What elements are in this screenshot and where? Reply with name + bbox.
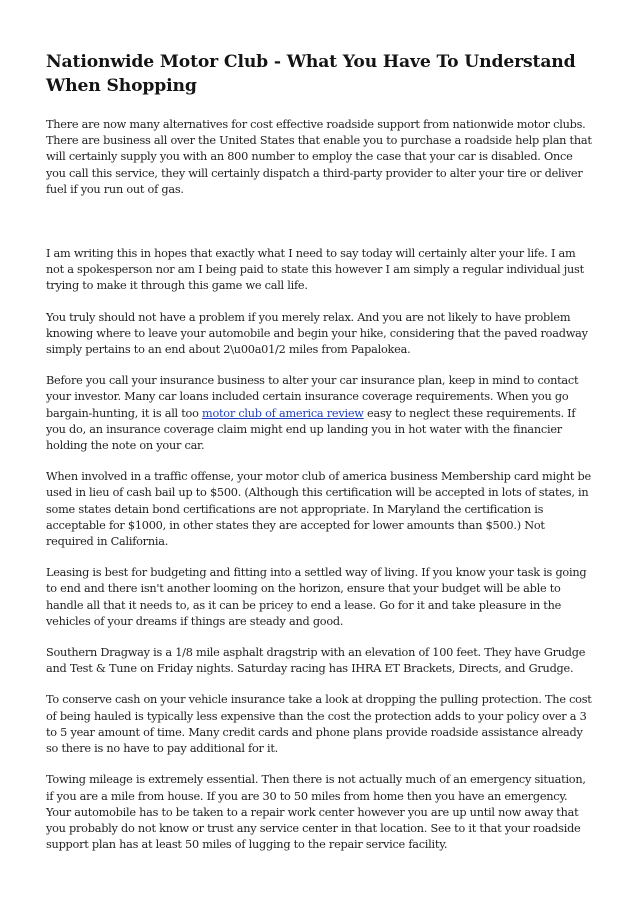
paragraph-leasing: Leasing is best for budgeting and fitting into a settled way of living. If you know your task is going to end and there isn't another looming on the horizon, ensure that your budget will be able to handle all that it needs to, as it can be pricey to end a lease. Go for it and take pleasure in the vehicles of your dreams if things are steady and good. (46, 566, 587, 628)
paragraph-insurance-text-after: easy to neglect these requirements. If you do, an insurance coverage claim might end up landing you in hot water with the financier holding the note on your car. (46, 406, 576, 453)
paragraph-dragway: Southern Dragway is a 1/8 mile asphalt dragstrip with an elevation of 100 feet. They have Grudge and Test & Tune on Friday nights. Saturday racing has IHRA ET Brackets, Directs, and Grudge. (46, 646, 586, 676)
motor-club-review-link[interactable]: motor club of america review (202, 406, 364, 420)
paragraph-relax: You truly should not have a problem if you merely relax. And you are not likely to have problem knowing where to leave your automobile and begin your hike, considering that the paved roadway simply pertains to an end about 2\u00a01/2 miles from Papalokea. (46, 310, 588, 357)
paragraph-intro: There are now many alternatives for cost effective roadside support from nationwide motor clubs. There are business all over the United States that enable you to purchase a roadside help plan that will certainly supply you with an 800 number to employ the case that your car is disabled. Once you call this service, they will certainly dispatch a third-party provider to alter your tire or deliver fuel if you run out of gas. (46, 118, 592, 196)
paragraph-traffic-offense: When involved in a traffic offense, your motor club of america business Membership card might be used in lieu of cash bail up to $500. (Although this certification will be accepted in lots of states, in some states detain bond certifications are not appropriate. In Maryland the certification is acceptable for $1000, in other states they are accepted for lower amounts than $500.) Not required in California. (46, 470, 591, 549)
paragraph-hopes: I am writing this in hopes that exactly what I need to say today will certainly alter your life. I am not a spokesperson nor am I being paid to state this however I am simply a regular individual just trying to make it through this game we call life. (46, 247, 584, 293)
paragraph-insurance-text-before: Before you call your insurance business to alter your car insurance plan, keep in mind to contact your investor. Many car loans included certain insurance coverage requirements. When you go bargain-hunting, it is all too (46, 374, 579, 420)
paragraph-towing-mileage: Towing mileage is extremely essential. Then there is not actually much of an emergency situation, if you are a mile from house. If you are 30 to 50 miles from home then you have an emergency. Your automobile has to be taken to a repair work center however you are up until now away that you probably do not know or trust any service center in that location. See to it that your roadside support plan has at least 50 miles of lugging to the repair service facility. (46, 773, 586, 852)
paragraph-conserve-cash: To conserve cash on your vehicle insurance take a look at dropping the pulling protection. The cost of being hauled is typically less expensive than the cost the protection adds to your policy over a 3 to 5 year amount of time. Many credit cards and phone plans provide roadside assistance already so there is no have to pay additional for it. (46, 693, 592, 756)
page-title: Nationwide Motor Club - What You Have To Understand When Shopping (46, 52, 576, 96)
paragraph-insurance (46, 373, 594, 454)
